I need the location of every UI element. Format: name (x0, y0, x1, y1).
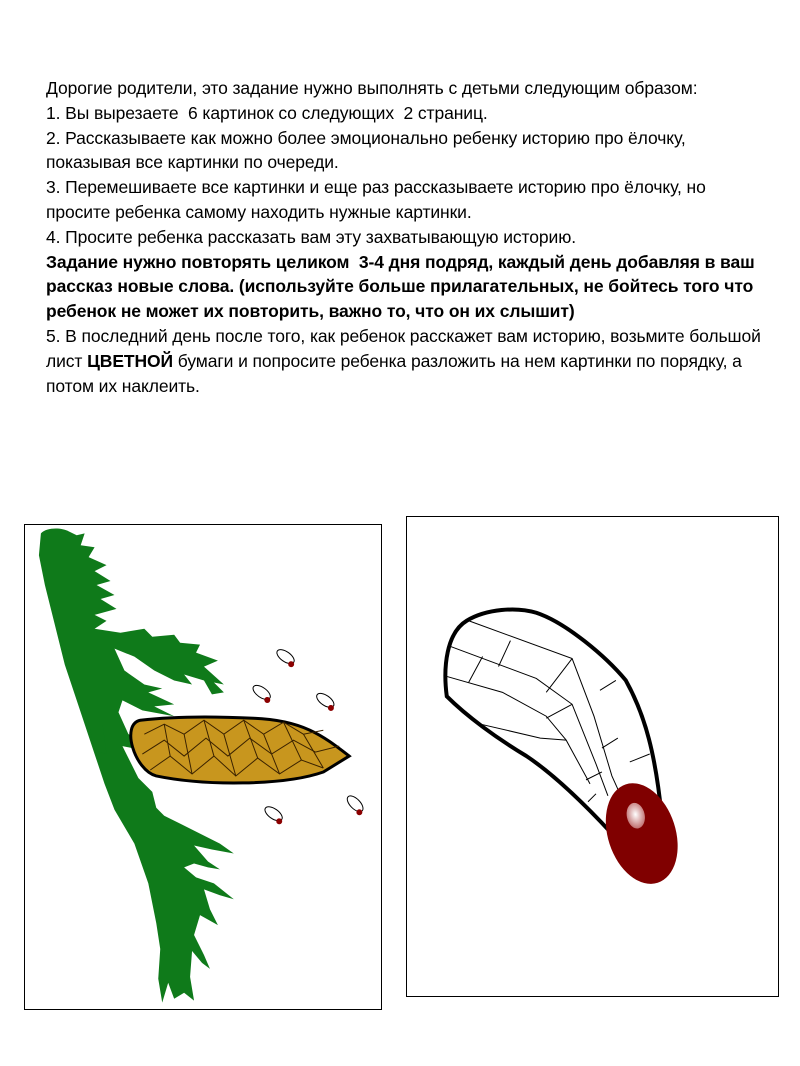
intro-paragraph: Дорогие родители, это задание нужно выполнять с детьми следующим образом: (46, 78, 698, 98)
step-5-text-start: 5. В последний день после того, как ребенок расскажет вам историю, возьмите большой лист (46, 325, 766, 371)
spruce-seed-with-wing-icon (407, 517, 778, 996)
step-3: 3. Перемешиваете все картинки и еще раз рассказываете историю про ёлочку, но просите ребенка самому находить нужные картинки. (46, 177, 711, 222)
cutout-picture-branch (24, 524, 382, 1010)
step-2: 2. Рассказываете как можно более эмоционально ребенку историю про ёлочку, показывая все картинки по очереди. (46, 127, 691, 173)
step-5-emphasis: ЦВЕТНОЙ (87, 350, 174, 371)
pine-cone-icon (131, 717, 349, 783)
step-5 (46, 324, 766, 398)
step-1: 1. Вы вырезаете 6 картинок со следующих 2 страниц. (46, 102, 488, 123)
cutout-picture-seed (406, 516, 779, 997)
step-5-text-end: бумаги и попросите ребенка разложить на нем картинки по порядку, а потом их наклеить. (46, 350, 747, 396)
step-4: 4. Просите ребенка рассказать вам эту захватывающую историю. (46, 226, 576, 247)
spruce-branch-with-cone-and-seeds-icon (25, 525, 381, 1009)
bold-note: Задание нужно повторять целиком 3-4 дня подряд, каждый день добавляя в ваш рассказ новые слова. (используйте больше прилагательных, не бойтесь того что ребенок не может их повторить, важно то, что он их слышит) (46, 251, 760, 322)
instructions-text (46, 76, 766, 398)
